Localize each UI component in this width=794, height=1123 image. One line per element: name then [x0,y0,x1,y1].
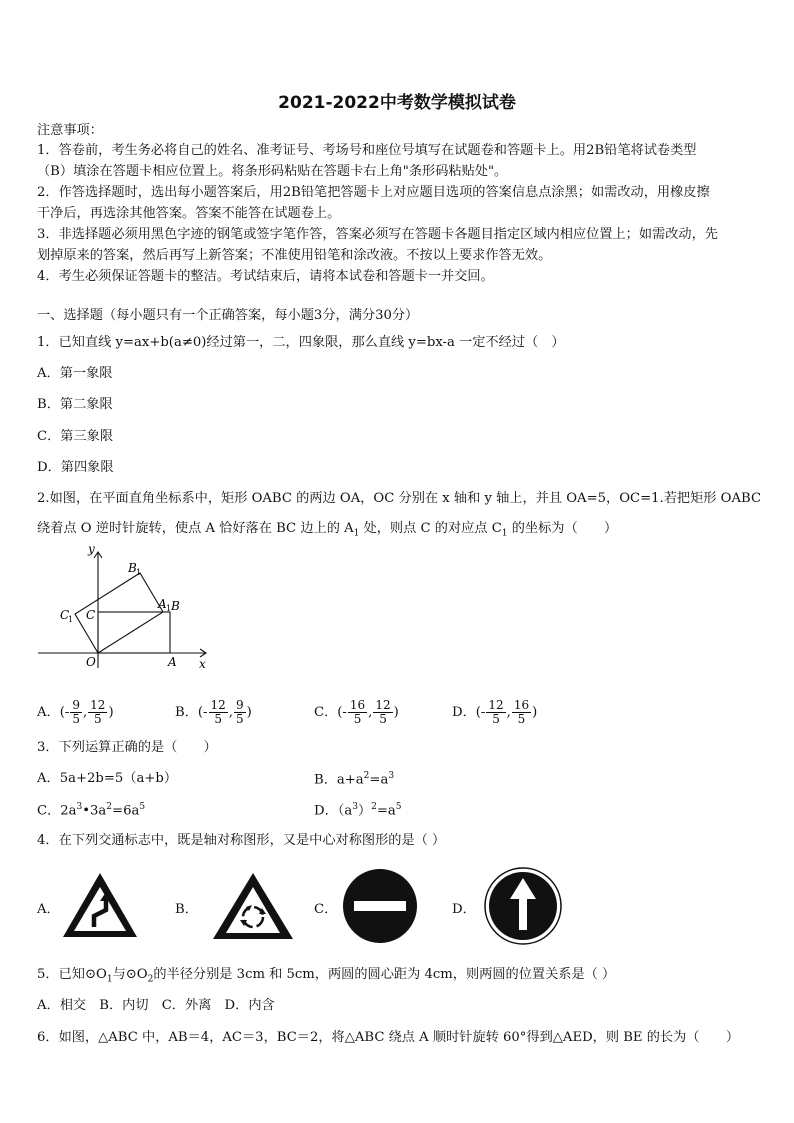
q3-b-pre: B．a+a [314,772,364,788]
q3-c-pre: C．2a [37,803,77,819]
note-line-5: 3．非选择题必须用黑色字迹的钢笔或签字笔作答，答案必须写在答题卡各题目指定区域内相应位置上；如需改动，先 [37,227,718,242]
q1-option-b: B．第二象限 [37,397,113,412]
q2-c-lparen: (- [337,705,347,721]
roundabout-sign-icon [210,870,296,942]
q3-c-sup2: 2 [106,802,113,812]
q6-stem: 6．如图，△ABC 中，AB＝4，AC＝3，BC＝2，将△ABC 绕点 A 顺时针旋转 60°得到△AED，则 BE 的长为（ ） [37,1030,740,1045]
q2-b-comma: , [228,705,233,721]
q4-option-a-label: A． [37,902,60,917]
q2-stem-sub-c1: 1 [501,528,508,539]
fig-label-b: B [171,599,180,613]
q4-option-c-label: C． [314,902,338,917]
q4-stem: 4．在下列交通标志中，既是轴对称图形，又是中心对称图形的是（ ） [37,833,446,848]
q1-option-d: D．第四象限 [37,460,114,475]
zigzag-road-sign-icon [60,870,140,940]
q2-a-frac2 [88,699,107,726]
q2-b-lparen: (- [197,705,208,721]
q3-d-pre: D．（a [314,803,353,819]
note-line-3: 2．作答选择题时，选出每小题答案后，用2B铅笔把答题卡上对应题目选项的答案信息点涂黑；如需改动，用橡皮擦 [37,185,710,200]
q5-sub2: 2 [147,974,154,985]
fig-label-a: A [168,655,177,669]
section-heading: 一、选择题（每小题只有一个正确答案，每小题3分，满分30分） [37,308,419,323]
fig-label-a1: A [158,597,167,611]
q2-b-den2: 5 [235,712,244,727]
q5-options: A．相交 B．内切 C．外离 D．内含 [37,998,275,1013]
q4-option-b-label: B． [175,902,198,917]
q3-d-sup2: 2 [371,802,377,812]
q3-b-sup2: 3 [388,771,395,781]
q2-b-num1: 12 [210,698,226,712]
q2-b-frac1 [209,699,228,726]
q4-option-d-label: D． [452,902,476,917]
q2-c-num2: 12 [375,698,391,712]
q2-d-num2: 16 [513,698,530,712]
q3-d-sup1: 3 [352,802,358,812]
q2-c-den1: 5 [353,712,362,727]
q2-option-d [452,699,537,726]
q2-d-frac2 [512,699,531,726]
q2-stem-line1: 2.如图，在平面直角坐标系中，矩形 OABC 的两边 OA，OC 分别在 x 轴和 y 轴上，并且 OA=5，OC=1.若把矩形 OABC [37,491,762,506]
q2-a-lparen: (- [59,705,70,721]
q3-c-mid2: =6a [112,803,140,819]
q5-stem-b: 与⊙O [112,967,148,982]
q2-option-b [175,699,252,726]
no-entry-sign-icon [340,866,420,946]
note-line-2: （B）填涂在答题卡相应位置上。将条形码粘贴在答题卡右上角"条形码粘贴处"。 [37,164,508,179]
q2-option-c [314,699,399,726]
q3-option-c [37,803,145,818]
q2-d-frac1 [486,699,505,726]
fig-label-c1-sub: 1 [68,615,74,624]
note-line-7: 4．考生必须保证答题卡的整洁。考试结束后，请将本试卷和答题卡一并交回。 [37,269,494,284]
q2-b-rparen: ) [246,705,252,721]
q3-option-b [314,772,394,787]
q2-a-frac1 [70,699,82,726]
q2-d-den2: 5 [517,712,526,727]
q2-stem-part-c: 处，则点 C 的对应点 C [359,521,502,536]
fig-label-a1-sub: 1 [166,604,172,613]
q2-d-comma: , [506,705,511,721]
q5-stem-c: 的半径分别是 3cm 和 5cm，两圆的圆心距为 4cm，则两圆的位置关系是（ ） [153,967,616,982]
q3-b-mid: =a [369,772,389,788]
q2-a-label: A． [37,705,60,721]
q5-sub1: 1 [106,974,113,985]
q2-c-frac1 [348,699,367,726]
q1-option-c: C．第三象限 [37,429,114,444]
note-line-1: 1．答卷前，考生务必将自己的姓名、准考证号、考场号和座位号填写在试题卷和答题卡上。用2B铅笔将试卷类型 [37,143,697,158]
fig-label-c: C [86,608,96,622]
q3-option-d [314,803,402,818]
q2-stem-part-a: 绕着点 O 逆时针旋转，使点 A 恰好落在 BC 边上的 A [37,521,354,536]
q2-c-frac2 [373,699,392,726]
q2-coordinate-figure [30,540,220,675]
q3-c-sup3: 5 [139,802,146,812]
q2-a-num2: 12 [90,698,106,712]
q3-b-sup1: 2 [363,771,370,781]
q2-b-num2: 9 [235,698,244,712]
q2-b-den1: 5 [214,712,222,727]
fig-label-o: O [86,655,96,669]
q3-d-mid: ） [357,803,372,819]
exam-title: 2021-2022中考数学模拟试卷 [278,93,516,113]
q3-d-sup3: 5 [395,802,402,812]
q1-option-a: A．第一象限 [37,366,113,381]
q2-d-num1: 12 [488,698,504,712]
q2-c-num1: 16 [349,698,366,712]
q3-c-mid1: •3a [82,803,107,819]
q2-c-rparen: ) [393,705,399,721]
fig-label-b1: B [128,561,137,575]
note-line-4: 干净后，再选涂其他答案。答案不能答在试题卷上。 [37,206,341,221]
q2-a-comma: , [82,705,88,721]
q2-c-den2: 5 [379,712,387,727]
q2-a-num1: 9 [72,698,80,712]
q3-stem: 3．下列运算正确的是（ ） [37,740,217,755]
notes-heading: 注意事项： [37,123,103,138]
q2-a-rparen: ) [108,705,114,721]
fig-label-x: x [199,657,206,671]
q2-option-a [37,699,114,726]
q5-stem [37,968,615,985]
q5-stem-a: 5．已知⊙O [37,967,107,982]
q2-a-den1: 5 [72,712,80,727]
q1-stem: 1．已知直线 y=ax+b(a≠0)经过第一，二，四象限，那么直线 y=bx-a 一定不经过（ ） [37,335,565,350]
note-line-6: 划掉原来的答案，然后再写上新答案；不准使用铅笔和涂改液。不按以上要求作答无效。 [37,248,552,263]
q3-option-a: A．5a+2b=5（a+b） [37,771,178,786]
q3-c-sup1: 3 [76,802,83,812]
q2-stem-part-e: 的坐标为（ ） [507,521,618,536]
q2-b-frac2 [234,699,246,726]
straight-ahead-sign-icon [483,866,563,946]
q2-stem-line2 [37,522,617,539]
q3-d-mid2: =a [376,803,396,819]
q2-b-label: B． [175,705,198,721]
q2-a-den2: 5 [93,712,102,727]
fig-label-c1: C [60,608,70,622]
q2-d-den1: 5 [492,712,500,727]
fig-label-y: y [88,542,95,556]
q2-stem-sub-a1: 1 [353,528,360,539]
q2-d-lparen: (- [475,705,486,721]
q2-d-rparen: ) [532,705,538,721]
q2-d-label: D． [452,705,476,721]
fig-label-b1-sub: 1 [136,568,142,577]
q2-c-label: C． [314,705,338,721]
rectangle-oabc [98,612,170,653]
q2-c-comma: , [368,705,373,721]
